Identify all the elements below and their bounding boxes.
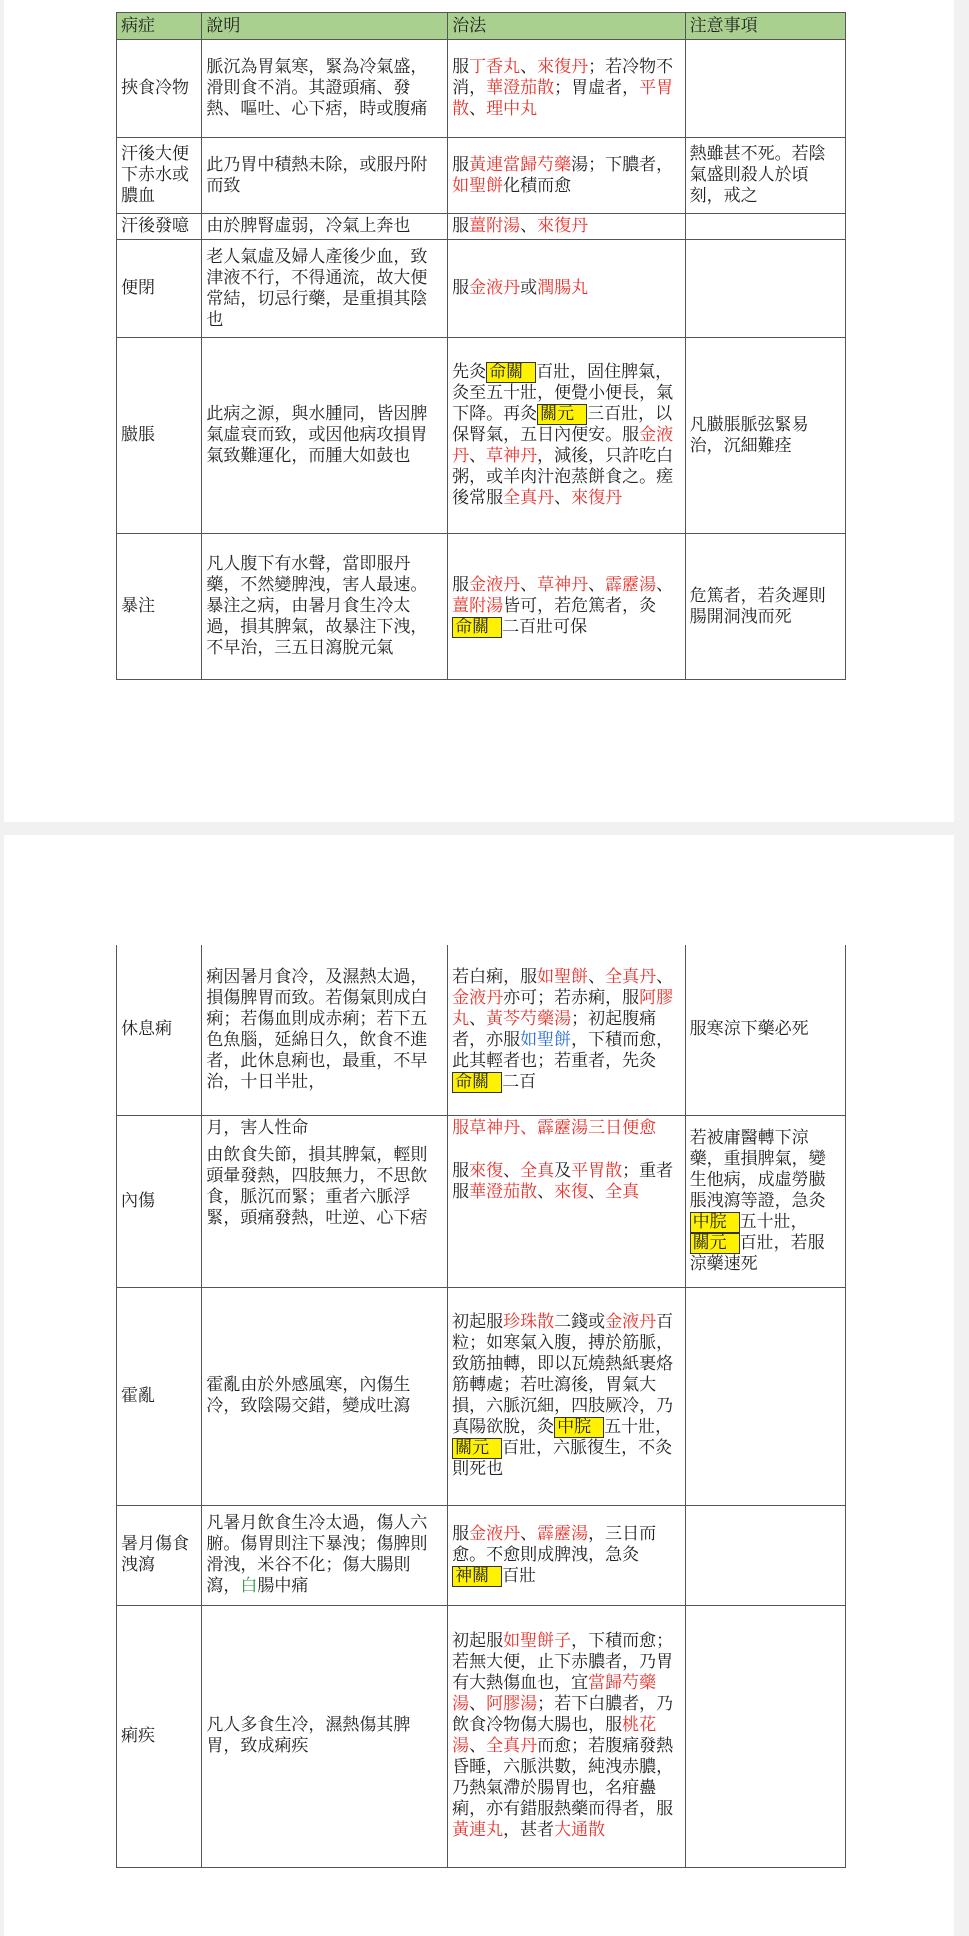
notes-cell [685, 240, 845, 338]
treatment-cell [448, 1287, 685, 1505]
remedy-name: 金液丹 [452, 425, 674, 466]
text-segment: 、 [588, 966, 606, 987]
description-cell: 此病之源，與水腫同，皆因脾氣虛衰而致，或因他病攻損胃氣致難運化，而腫大如鼓也 [202, 338, 448, 534]
remedy-name: 如聖餅 [537, 966, 589, 987]
treatment-cell [448, 1605, 685, 1867]
remedy-name: 桃花湯 [452, 1715, 657, 1756]
remedy-name: 全真 [605, 1181, 640, 1202]
remedy-name: 潤腸丸 [537, 278, 589, 298]
remedy-name: 珍珠散 [503, 1312, 555, 1332]
text-segment: 、 [588, 1181, 606, 1202]
text-segment: 服 [452, 154, 470, 175]
table-header-row [117, 13, 846, 40]
text-segment: 及 [554, 1160, 572, 1181]
text-segment: 化積而愈 [503, 175, 572, 196]
treatment-cell [448, 945, 685, 1115]
text-segment: 、 [469, 1008, 487, 1029]
remedy-name: 來復丹 [537, 216, 589, 236]
description-cell [202, 1115, 448, 1287]
acupoint-label: 神關 [452, 1566, 502, 1587]
symptom-cell: 痢疾 [117, 1605, 202, 1867]
description-text: 由飲食失節，損其脾氣，輕則頭暈發熱，四肢無力，不思飲食，脈沉而緊；重者六脈浮緊，頭痛發熱，吐逆、心下痞 [206, 1144, 428, 1228]
notes-cell: 凡臌脹脈弦緊易治，沉細難痊 [685, 338, 845, 534]
description-cell: 痢因暑月食冷，及濕熱太過，損傷脾胃而致。若傷氣則成白痢；若傷血則成赤痢；若下五色魚腦，延綿日久，飲食不進者，此休息痢也，最重，不早治，十日半壯， [202, 945, 448, 1115]
remedy-name: 全真丹 [503, 488, 555, 508]
text-segment: 服 [452, 1160, 470, 1181]
symptom-cell: 臌脹 [117, 338, 202, 534]
table-row [117, 1605, 846, 1867]
remedy-name: 草神丹 [537, 575, 589, 595]
text-segment: ，甚者 [503, 1820, 555, 1840]
symptom-cell: 內傷 [117, 1115, 202, 1287]
text-segment: 或 [520, 278, 538, 298]
remedy-name: 全真 [520, 1160, 555, 1181]
table-row [117, 240, 846, 338]
remedy-name: 華澄茄散 [486, 78, 555, 98]
table-row [117, 214, 846, 240]
treatment-table-2 [116, 945, 846, 1868]
text-segment: 湯；下膿者， [571, 154, 674, 175]
remedy-name: 金液丹 [469, 278, 521, 298]
symptom-cell: 挾食冷物 [117, 40, 202, 138]
symptom-cell: 汗後大便下赤水或膿血 [117, 138, 202, 214]
table-row [117, 534, 846, 680]
text-segment: 凡暑月飲食生冷太過，傷人六腑。傷胃則注下暴洩；傷脾則滑洩，米谷不化；傷大腸則瀉， [206, 1513, 428, 1596]
treatment-cell [448, 338, 685, 534]
text-segment: ；重者服 [452, 1160, 674, 1202]
remedy-name: 霹靂湯 [537, 1523, 589, 1544]
symptom-cell: 暑月傷食洩瀉 [117, 1505, 202, 1605]
treatment-text [452, 1161, 680, 1203]
text-segment: ，下積而愈；若無大便，止下赤膿者，乃胃有大熱傷血也，宜 [452, 1631, 674, 1693]
text-segment: ；初起腹痛者，亦服 [452, 1008, 657, 1050]
text-segment: 百粒；如寒氣入腹，搏於筋脈，致筋抽轉，即以瓦燒熱紙裹烙筋轉處；若吐瀉後，胃氣大損，六脈沉細，四肢厥冷，乃真陽欲脫，灸 [452, 1312, 674, 1437]
notes-cell: 服寒涼下藥必死 [685, 945, 845, 1115]
description-overflow-line: 月，害人性命 [206, 1117, 309, 1138]
text-segment: 服 [452, 1523, 470, 1544]
table-row [117, 1505, 846, 1605]
symptom-cell: 便閉 [117, 240, 202, 338]
remedy-name: 當歸芍藥湯 [452, 1673, 657, 1714]
text-segment: 若被庸醫轉下涼藥，重損脾氣，變生他病，成虛勞臌脹洩瀉等證，急灸 [689, 1127, 826, 1211]
text-segment: 百壯，固住脾氣，灸至五十壯，便覺小便長，氣下降。再灸 [452, 362, 674, 424]
description-cell: 凡人多食生冷，濕熱傷其脾胃，致成痢疾 [202, 1605, 448, 1867]
treatment-cell [448, 1505, 685, 1605]
acupoint-label: 命關 [452, 1072, 502, 1093]
symptom-cell: 暴注 [117, 534, 202, 680]
text-segment: 、 [656, 966, 674, 987]
remedy-name: 來復 [554, 1181, 589, 1202]
acupoint-label: 命關 [452, 617, 502, 638]
acupoint-label: 關元 [537, 404, 587, 425]
text-segment: ，減後，只許吃白粥，或羊肉汁泡蒸餅食之。瘥後常服 [452, 446, 674, 508]
notes-cell [685, 1287, 845, 1505]
text-segment: 二錢或 [554, 1312, 606, 1332]
text-segment: 二百壯可保 [502, 617, 588, 637]
text-segment: 百壯，六脈復生，不灸則死也 [452, 1438, 673, 1479]
acupoint-label: 關元 [452, 1438, 502, 1459]
remedy-name: 如聖餅 [520, 1029, 572, 1050]
remedy-name: 阿膠湯 [486, 1694, 538, 1714]
remedy-name: 如聖餅 [452, 175, 504, 196]
header-treatment: 治法 [448, 13, 685, 40]
remedy-name: 白 [240, 1576, 258, 1596]
remedy-name: 丁香丸 [469, 57, 521, 77]
text-segment: 服 [452, 575, 470, 595]
remedy-name: 平胃散 [452, 78, 674, 119]
remedy-name: 金液丹 [605, 1312, 657, 1332]
text-segment: 、 [537, 1181, 555, 1202]
document-page-1 [4, 0, 954, 822]
description-cell: 凡人腹下有水聲，當即服丹藥，不然變脾洩，害人最速。暴注之病，由暑月食生冷太過，損其脾氣，故暴注下洩，不早治，三五日瀉脫元氣 [202, 534, 448, 680]
remedy-name: 黃芩芍藥湯 [486, 1008, 572, 1029]
text-segment: ；若下白膿者，乃飲食冷物傷大腸也，服 [452, 1694, 674, 1735]
description-cell: 脈沉為胃氣寒，緊為冷氣盛，滑則食不消。其證頭痛、發熱、嘔吐、心下痞，時或腹痛 [202, 40, 448, 138]
text-segment: 、 [520, 57, 538, 77]
text-segment: 服 [452, 216, 470, 236]
text-segment: 五十壯， [604, 1417, 673, 1437]
treatment-overflow-line: 服草神丹、霹靂湯三日便愈 [452, 1117, 657, 1138]
text-segment: ，三日而愈。不愈則成脾洩，急灸 [452, 1523, 657, 1565]
text-segment: 、 [520, 1523, 538, 1544]
document-page-2 [4, 835, 954, 1936]
text-segment: 百壯 [502, 1565, 537, 1586]
remedy-name: 金液丹 [469, 1523, 521, 1544]
text-segment: ，下積而愈，此其輕者也；若重者，先灸 [452, 1029, 674, 1071]
notes-cell [685, 214, 845, 240]
table-row [117, 40, 846, 138]
remedy-name: 平胃散 [571, 1160, 623, 1181]
text-segment: ；若冷物不消， [452, 57, 674, 98]
text-segment: 初起服 [452, 1312, 504, 1332]
treatment-cell [448, 240, 685, 338]
text-segment: 、 [656, 575, 674, 595]
description-cell: 霍亂由於外感風寒，內傷生冷，致陰陽交錯，變成吐瀉 [202, 1287, 448, 1505]
notes-cell [685, 1605, 845, 1867]
description-cell: 此乃胃中積熱未除，或服丹附而致 [202, 138, 448, 214]
text-segment: ；胃虛者， [554, 78, 640, 98]
remedy-name: 薑附湯 [469, 216, 521, 236]
text-segment: 而愈；若腹痛發熱昏睡，六脈洪數，純洩赤膿，乃熱氣滯於腸胃也，名疳蠱痢，亦有錯服熱藥而得者，服 [452, 1736, 674, 1819]
text-segment: 若白痢，服 [452, 966, 538, 987]
text-segment: 、 [503, 1160, 521, 1181]
remedy-name: 來復丹 [571, 488, 623, 508]
symptom-cell: 休息痢 [117, 945, 202, 1115]
remedy-name: 華澄茄散 [469, 1181, 538, 1202]
notes-cell [685, 40, 845, 138]
table-row [117, 338, 846, 534]
remedy-name: 全真丹 [486, 1736, 538, 1756]
treatment-cell [448, 138, 685, 214]
acupoint-label: 關元 [690, 1233, 740, 1254]
text-segment: 、 [469, 1736, 487, 1756]
notes-cell: 危篤者，若灸遲則腸開洞洩而死 [685, 534, 845, 680]
text-segment: 、 [520, 575, 538, 595]
text-segment: 、 [469, 1694, 487, 1714]
text-segment: 、 [554, 488, 572, 508]
text-segment: 、 [469, 99, 487, 119]
text-segment: 三百壯，以保腎氣，五日內便安。服 [452, 404, 673, 445]
remedy-name: 來復 [469, 1160, 504, 1181]
header-notes: 注意事項 [685, 13, 845, 40]
remedy-name: 理中丸 [486, 99, 538, 119]
remedy-name: 黃連當歸芍藥 [469, 154, 572, 175]
text-segment: 腸中痛 [257, 1576, 309, 1596]
header-symptom: 病症 [117, 13, 202, 40]
description-cell [202, 1505, 448, 1605]
text-segment: 、 [588, 575, 606, 595]
table-row [117, 1287, 846, 1505]
header-description: 說明 [202, 13, 448, 40]
remedy-name: 霹靂湯 [605, 575, 657, 595]
table-row [117, 945, 846, 1115]
treatment-table-1 [116, 12, 846, 680]
table-row [117, 138, 846, 214]
text-segment: 服 [452, 57, 470, 77]
remedy-name: 薑附湯 [452, 596, 504, 616]
text-segment: 、 [469, 446, 487, 466]
treatment-cell [448, 214, 685, 240]
remedy-name: 草神丹 [486, 446, 538, 466]
description-cell: 由於脾腎虛弱，冷氣上奔也 [202, 214, 448, 240]
remedy-name: 黃連丸 [452, 1820, 504, 1840]
text-segment: 初起服 [452, 1631, 504, 1651]
notes-cell [685, 1115, 845, 1287]
text-segment: 二百 [502, 1071, 537, 1092]
text-segment: 先灸 [452, 362, 487, 382]
notes-cell [685, 1505, 845, 1605]
symptom-cell: 汗後發噫 [117, 214, 202, 240]
remedy-name: 全真丹 [605, 966, 657, 987]
remedy-name: 阿膠丸 [452, 987, 674, 1029]
treatment-cell [448, 534, 685, 680]
text-segment: 服 [452, 278, 470, 298]
remedy-name: 來復丹 [537, 57, 589, 77]
text-segment: 五十壯， [739, 1211, 808, 1232]
table-row [117, 1115, 846, 1287]
remedy-name: 如聖餅子 [503, 1631, 572, 1651]
remedy-name: 金液丹 [469, 575, 521, 595]
description-cell: 老人氣虛及婦人產後少血，致津液不行，不得通流，故大便常結，切忌行藥，是重損其陰也 [202, 240, 448, 338]
text-segment: 、 [520, 216, 538, 236]
text-segment: 皆可，若危篤者，灸 [503, 596, 657, 616]
acupoint-label: 中脘 [554, 1417, 604, 1438]
treatment-cell [448, 1115, 685, 1287]
symptom-cell: 霍亂 [117, 1287, 202, 1505]
acupoint-label: 中脘 [690, 1212, 740, 1233]
treatment-cell [448, 40, 685, 138]
remedy-name: 金液丹 [452, 987, 504, 1008]
remedy-name: 大通散 [554, 1820, 606, 1840]
text-segment: 亦可；若赤痢，服 [503, 987, 640, 1008]
acupoint-label: 命關 [486, 362, 536, 383]
text-segment: 百壯，若服涼藥速死 [689, 1232, 825, 1274]
notes-cell: 熱雖甚不死。若陰氣盛則殺人於頃刻，戒之 [685, 138, 845, 214]
